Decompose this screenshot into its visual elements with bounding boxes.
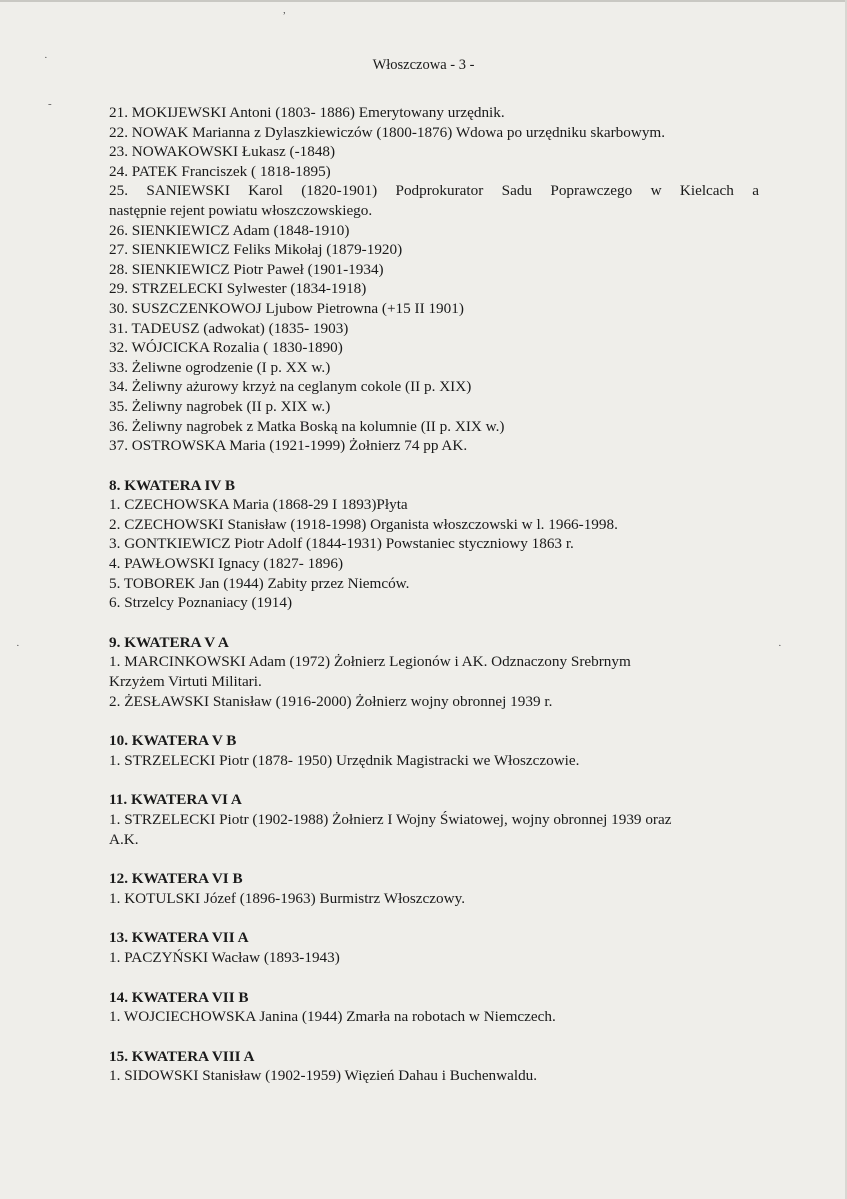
- list-item: 29. STRZELECKI Sylwester (1834-1918): [109, 280, 367, 298]
- list-item: 37. OSTROWSKA Maria (1921-1999) Żołnierz 74 pp AK.: [109, 437, 468, 455]
- scan-speck: ·: [44, 52, 48, 64]
- section-heading: 14. KWATERA VII B: [109, 988, 249, 1006]
- section: [109, 1047, 759, 1086]
- entry-list: [109, 103, 759, 456]
- scan-speck: ·: [16, 640, 20, 652]
- section-heading: 10. KWATERA V B: [109, 732, 237, 750]
- section: [109, 869, 759, 908]
- list-item: 25. SANIEWSKI Karol (1820-1901) Podprokurator Sadu Poprawczego w Kielcach a: [109, 182, 759, 200]
- list-item: 35. Żeliwny nagrobek (II p. XIX w.): [109, 397, 331, 415]
- section-heading: 8. KWATERA IV B: [109, 476, 236, 494]
- list-item: 34. Żeliwny ażurowy krzyż na ceglanym cokole (II p. XIX): [109, 378, 472, 396]
- list-item: 6. Strzelcy Poznaniacy (1914): [109, 594, 293, 612]
- document-body: [109, 103, 759, 1086]
- list-item: 28. SIENKIEWICZ Piotr Paweł (1901-1934): [109, 260, 384, 278]
- list-item: 22. NOWAK Marianna z Dylaszkiewiczów (1800-1876) Wdowa po urzędniku skarbowym.: [109, 123, 666, 141]
- list-item: 1. CZECHOWSKA Maria (1868-29 I 1893)Płyta: [109, 496, 408, 514]
- list-item: 1. PACZYŃSKI Wacław (1893-1943): [109, 948, 340, 966]
- list-item: 32. WÓJCICKA Rozalia ( 1830-1890): [109, 339, 343, 357]
- list-item: 2. ŻESŁAWSKI Stanisław (1916-2000) Żołnierz wojny obronnej 1939 r.: [109, 692, 553, 710]
- section-heading: 12. KWATERA VI B: [109, 870, 243, 888]
- sections: [109, 476, 759, 1086]
- list-item: 5. TOBOREK Jan (1944) Zabity przez Niemców.: [109, 574, 410, 592]
- list-item: następnie rejent powiatu włoszczowskiego.: [109, 201, 373, 219]
- list-item: 4. PAWŁOWSKI Ignacy (1827- 1896): [109, 555, 344, 573]
- list-item: 24. PATEK Franciszek ( 1818-1895): [109, 162, 331, 180]
- list-item: 1. KOTULSKI Józef (1896-1963) Burmistrz Włoszczowy.: [109, 889, 465, 907]
- list-item: 26. SIENKIEWICZ Adam (1848-1910): [109, 221, 350, 239]
- list-item: 31. TADEUSZ (adwokat) (1835- 1903): [109, 319, 349, 337]
- scan-edge-top: [0, 0, 847, 2]
- section: [109, 633, 759, 711]
- list-item: 1. MARCINKOWSKI Adam (1972) Żołnierz Legionów i AK. Odznaczony Srebrnym: [109, 653, 631, 671]
- section-heading: 11. KWATERA VI A: [109, 791, 242, 809]
- section: [109, 988, 759, 1027]
- section-heading: 9. KWATERA V A: [109, 633, 229, 651]
- section-heading: 13. KWATERA VII A: [109, 929, 249, 947]
- list-item: 1. SIDOWSKI Stanisław (1902-1959) Więzień Dahau i Buchenwaldu.: [109, 1067, 538, 1085]
- list-item: 27. SIENKIEWICZ Feliks Mikołaj (1879-1920): [109, 241, 403, 259]
- section: [109, 731, 759, 770]
- list-item: 2. CZECHOWSKI Stanisław (1918-1998) Organista włoszczowski w l. 1966-1998.: [109, 515, 618, 533]
- scan-speck: ,: [283, 4, 286, 16]
- list-item: 33. Żeliwne ogrodzenie (I p. XX w.): [109, 358, 331, 376]
- scan-speck: ·: [778, 640, 782, 652]
- list-item: 1. STRZELECKI Piotr (1902-1988) Żołnierz I Wojny Światowej, wojny obronnej 1939 oraz: [109, 811, 672, 828]
- list-item: 21. MOKIJEWSKI Antoni (1803- 1886) Emerytowany urzędnik.: [109, 104, 505, 121]
- list-item: 3. GONTKIEWICZ Piotr Adolf (1844-1931) Powstaniec styczniowy 1863 r.: [109, 535, 574, 553]
- section-heading: 15. KWATERA VIII A: [109, 1047, 255, 1065]
- section: [109, 928, 759, 967]
- list-item: A.K.: [109, 830, 139, 848]
- page-header: Włoszczowa - 3 -: [372, 57, 475, 73]
- list-item: 1. STRZELECKI Piotr (1878- 1950) Urzędnik Magistracki we Włoszczowie.: [109, 751, 580, 769]
- list-item: 30. SUSZCZENKOWOJ Ljubow Pietrowna (+15 II 1901): [109, 299, 464, 317]
- list-item: 23. NOWAKOWSKI Łukasz (-1848): [109, 143, 336, 161]
- list-item: 36. Żeliwny nagrobek z Matka Boską na kolumnie (II p. XIX w.): [109, 417, 505, 435]
- list-item: 1. WOJCIECHOWSKA Janina (1944) Zmarła na robotach w Niemczech.: [109, 1008, 556, 1026]
- list-item: Krzyżem Virtuti Militari.: [109, 673, 262, 691]
- section: [109, 790, 759, 849]
- section: [109, 476, 759, 613]
- scan-speck: -: [48, 98, 52, 110]
